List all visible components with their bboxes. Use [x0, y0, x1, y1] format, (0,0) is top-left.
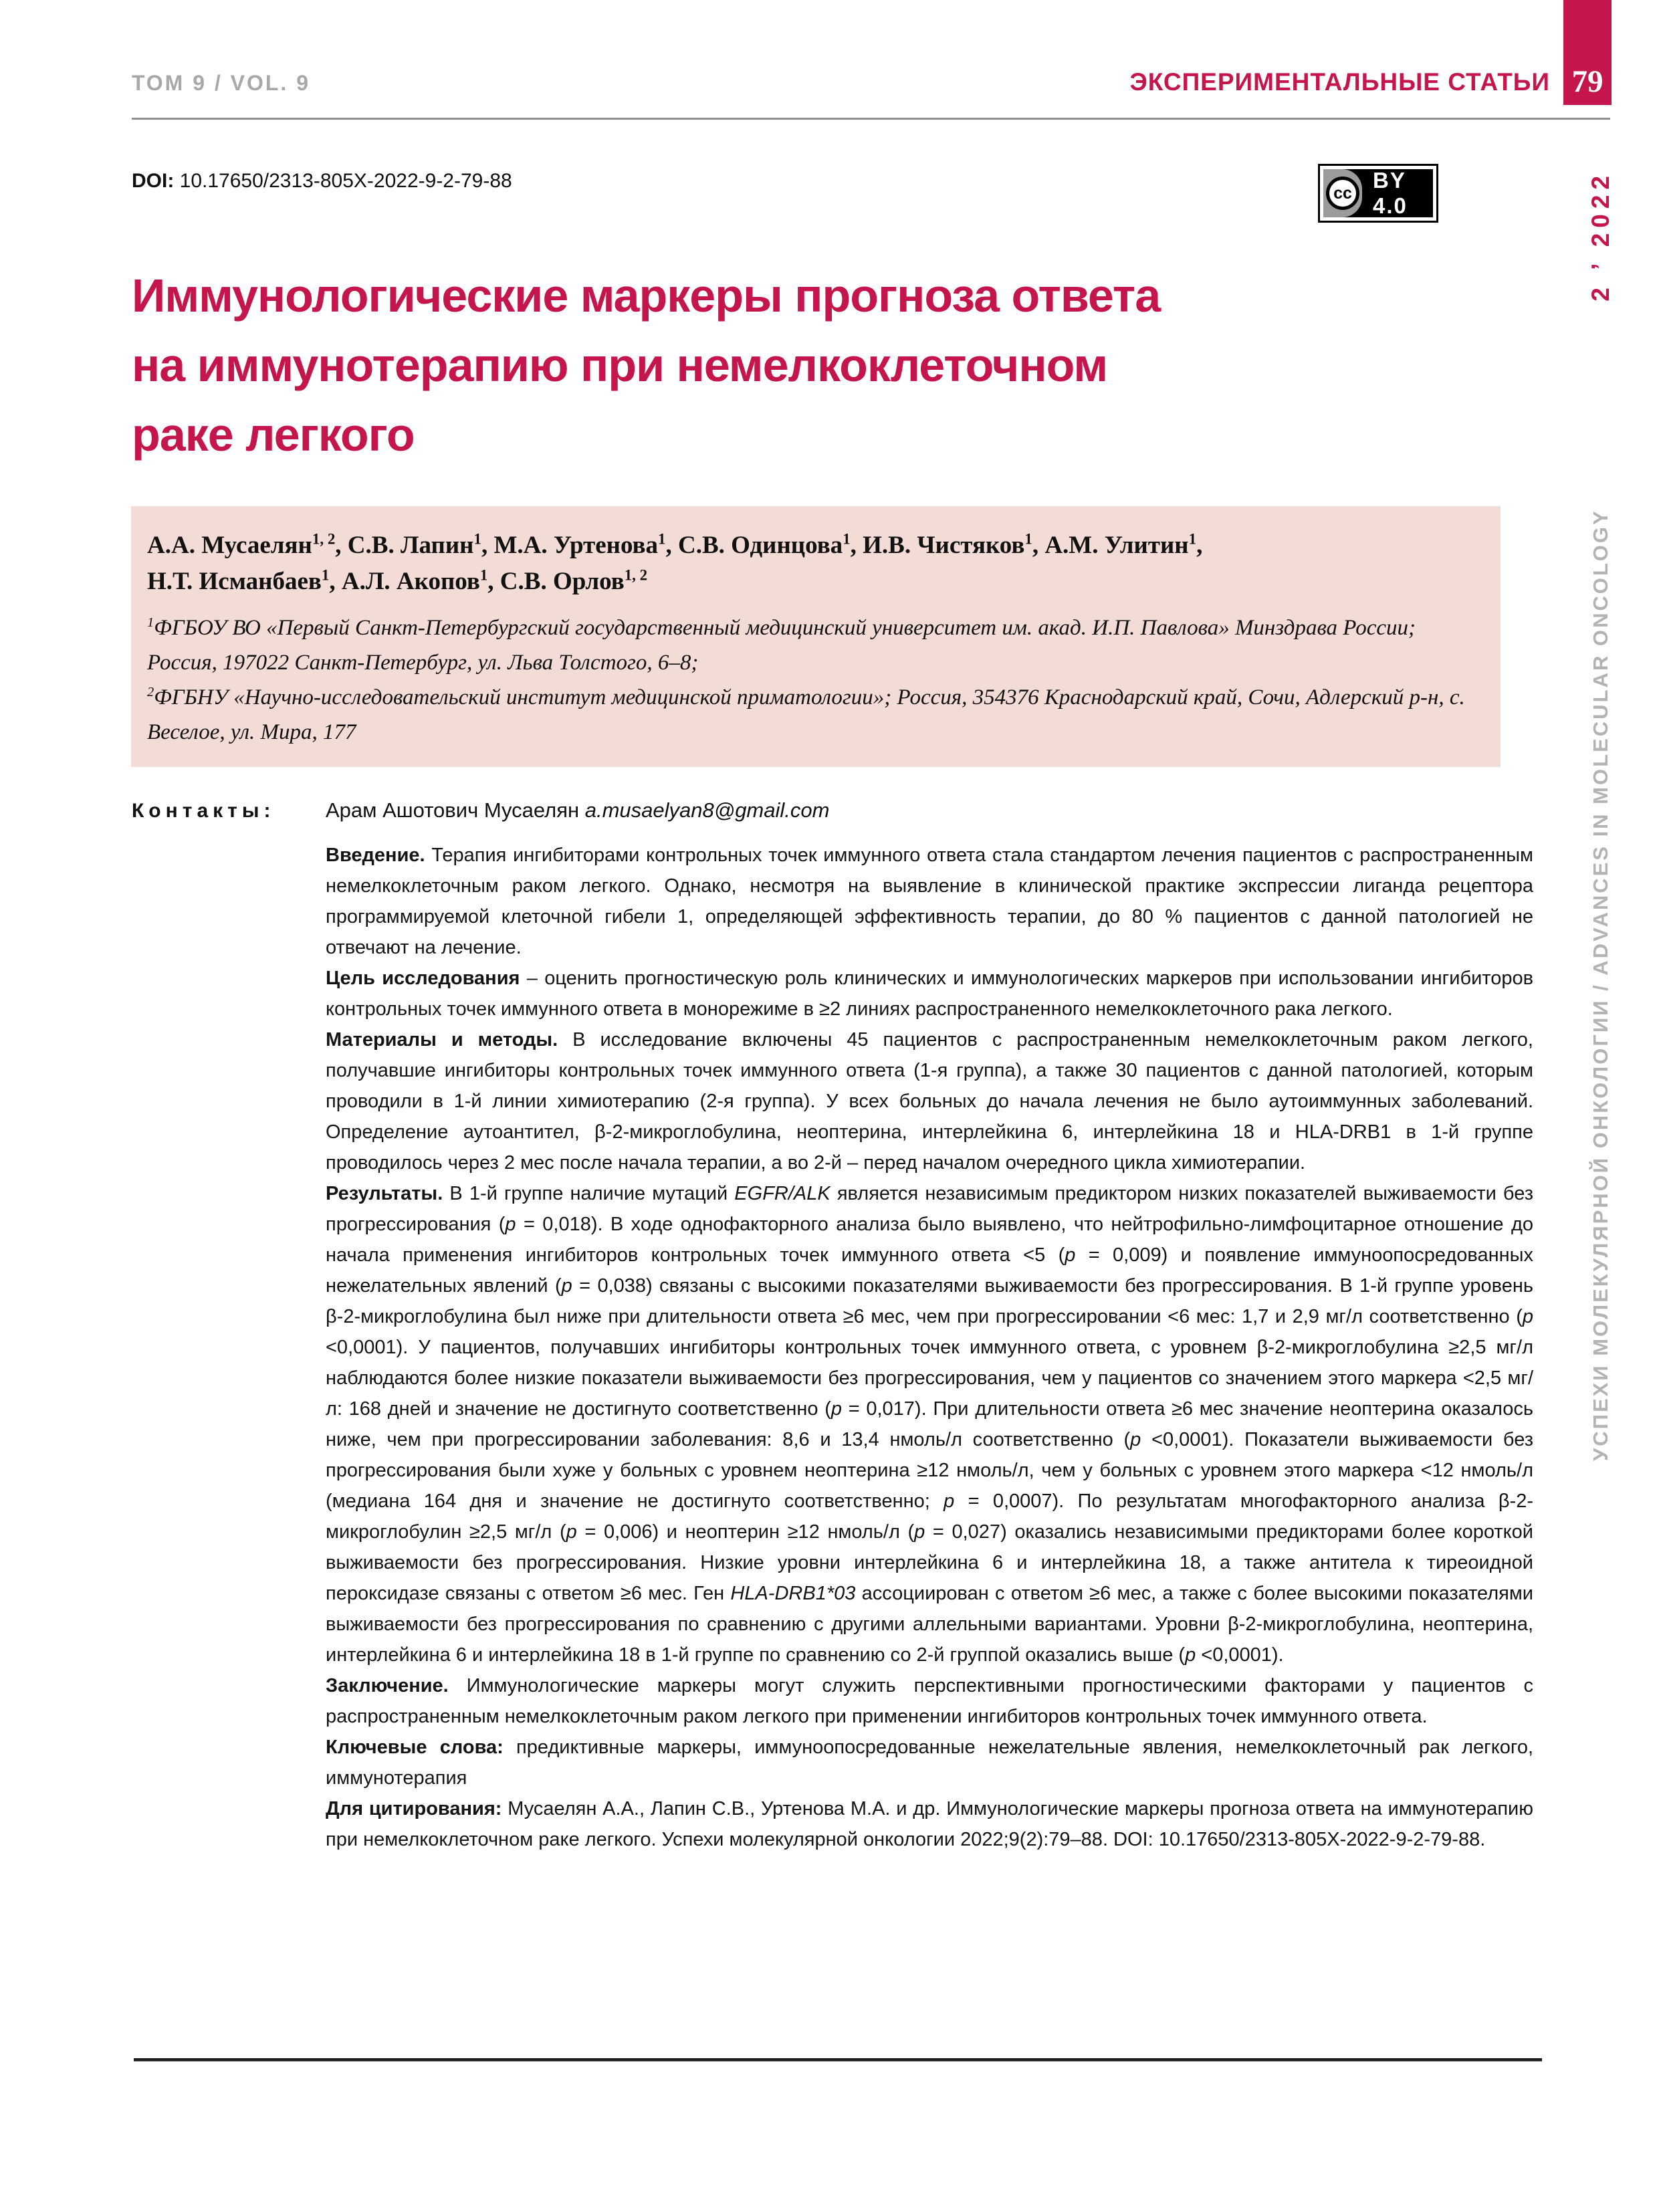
affiliation-1: $^1$ФГБОУ ВО «Первый Санкт-Петербургский государственный медицинский университет им. акад. И.П. Павлова» Минздрава России; Россия, 197022 Санкт-Петербург, ул. Льва Толстого, 6–8;	[147, 615, 1416, 675]
page-number: 79	[1571, 64, 1603, 99]
article-title	[132, 261, 1469, 469]
abstract-paragraph-conclusion: Заключение. Иммунологические маркеры могут служить перспективными прогностическими факторами у пациентов с распространенным немелкоклеточным раком легкого при применении ингибиторов контрольных точек иммунного ответа.	[326, 1675, 1533, 1727]
citation-paragraph: Для цитирования: Мусаелян А.А., Лапин С.В., Уртенова М.А. и др. Иммунологические маркеры прогноза ответа на иммунотерапию при немелкоклеточном раке легкого. Успехи молекулярной онкологии 2022;9(2):79–88. DOI: 10.17650/2313-805X-2022-9-2-79-88.	[326, 1798, 1533, 1850]
header-rule	[132, 118, 1610, 120]
abstract-paragraph-materials: Материалы и методы. В исследование включены 45 пациентов с распространенным немелкоклеточным раком легкого, получавшие ингибиторы контрольных точек иммунного ответа (1-я группа), а также 30 пациентов с данной патологией, которым проводили в 1-й линии химиотерапию (2-я группа). У всех больных до начала лечения не было аутоиммунных заболеваний. Определение аутоантител, β-2-микроглобулина, неоптерина, интерлейкина 6, интерлейкина 18 и HLA-DRB1 в 1-й группе проводилось через 2 мес после начала терапии, а во 2-й – перед началом очередного цикла химиотерапии.	[326, 1029, 1533, 1174]
authors-affiliations-box	[131, 506, 1501, 767]
authors-line: А.А. Мусаелян$^{1, 2}$, С.В. Лапин$^1$, М.А. Уртенова$^1$, С.В. Одинцова$^1$, И.В. Чистяков$^1$, А.М. Улитин$^1$, Н.Т. Исманбаев$^1$, А.Л. Акопов$^1$, С.В. Орлов$^{1, 2}$	[147, 530, 1203, 595]
title-line-1: Иммунологические маркеры прогноза ответа	[132, 269, 1161, 322]
bottom-rule	[134, 2058, 1542, 2062]
abstract-paragraph-results: Результаты. В 1-й группе наличие мутаций EGFR/ALK является независимым предиктором низких показателей выживаемости без прогрессирования (p = 0,018). В ходе однофакторного анализа было выявлено, что нейтрофильно-лимфоцитарное отношение до начала применения ингибиторов контрольных точек иммунного ответа <5 (p = 0,009) и появление иммуноопосредованных нежелательных явлений (p = 0,038) связаны с высокими показателями выживаемости без прогрессирования. В 1-й группе уровень β-2-микроглобулина был ниже при длительности ответа ≥6 мес, чем при прогрессировании <6 мес: 1,7 и 2,9 мг/л соответственно (p <0,0001). У пациентов, получавших ингибиторы контрольных точек иммунного ответа, с уровнем β-2-микроглобулина ≥2,5 мг/л наблюдаются более низкие показатели выживаемости без прогрессирования, чем у пациентов со значением этого маркера <2,5 мг/л: 168 дней и значение не достигнуто соответственно (p = 0,017). При длительности ответа ≥6 мес значение неоптерина оказалось ниже, чем при прогрессировании заболевания: 8,6 и 13,4 нмоль/л соответственно (p <0,0001). Показатели выживаемости без прогрессирования были хуже у больных с уровнем неоптерина ≥12 нмоль/л, чем у больных с уровнем этого маркера <12 нмоль/л (медиана 164 дня и значение не достигнуто соответственно; p = 0,0007). По результатам многофакторного анализа β-2-микроглобулин ≥2,5 мг/л (p = 0,006) и неоптерин ≥12 нмоль/л (p = 0,027) оказались независимыми предикторами более короткой выживаемости без прогрессирования. Низкие уровни интерлейкина 6 и интерлейкина 18, а также антитела к тиреоидной пероксидазе связаны с ответом ≥6 мес. Ген HLA-DRB1*03 ассоциирован с ответом ≥6 мес, а также с более высокими показателями выживаемости без прогрессирования по сравнению с другими аллельными вариантами. Уровни β-2-микроглобулина, неоптерина, интерлейкина 6 и интерлейкина 18 в 1-й группе по сравнению со 2-й группой оказались выше (p <0,0001).	[326, 1183, 1534, 1666]
abstract-paragraph-aim: Цель исследования – оценить прогностическую роль клинических и иммунологических маркеров при использовании ингибиторов контрольных точек иммунного ответа в монорежиме в ≥2 линиях распространенного немелкоклеточного рака легкого.	[326, 968, 1534, 1020]
cc-by-badge	[1320, 166, 1436, 221]
contacts-value	[326, 798, 829, 822]
doi-label: DOI:	[132, 170, 175, 192]
volume-label: ТОМ 9 / VOL. 9	[132, 71, 311, 95]
abstract-paragraph-introduction: Введение. Терапия ингибиторами контрольных точек иммунного ответа стала стандартом лечения пациентов с распространенным немелкоклеточным раком легкого. Однако, несмотря на выявление в клинической практике экспрессии лиганда рецептора программируемой клеточной гибели 1, определяющей эффективность терапии, до 80 % пациентов с данной патологией не отвечают на лечение.	[326, 845, 1533, 958]
page-number-box	[1563, 0, 1612, 105]
contact-email[interactable]: a.musaelyan8@gmail.com	[584, 798, 830, 822]
cc-badge-label: BY 4.0	[1373, 168, 1408, 218]
doi-value: 10.17650/2313-805X-2022-9-2-79-88	[174, 170, 512, 192]
sidebar-journal-strip	[1586, 171, 1616, 1461]
contacts-label: Контакты:	[132, 800, 275, 822]
creative-commons-icon: cc	[1326, 177, 1359, 210]
title-line-2: на иммунотерапию при немелкоклеточном	[132, 339, 1108, 391]
sidebar-issue-number: 2 ’ 2022	[1587, 171, 1614, 302]
contact-name: Арам Ашотович Мусаелян	[326, 798, 585, 822]
sidebar-journal-names: УСПЕХИ МОЛЕКУЛЯРНОЙ ОНКОЛОГИИ / ADVANCES IN MOLECULAR ONCOLOGY	[1589, 509, 1612, 1461]
cc-icon-backdrop	[1323, 169, 1362, 217]
abstract	[326, 840, 1533, 1855]
section-label: ЭКСПЕРИМЕНТАЛЬНЫЕ СТАТЬИ	[1129, 68, 1550, 96]
doi-line	[132, 170, 512, 193]
keywords-paragraph: Ключевые слова: предиктивные маркеры, иммуноопосредованные нежелательные явления, немелкоклеточный рак легкого, иммунотерапия	[326, 1737, 1533, 1789]
title-line-3: раке легкого	[132, 409, 415, 461]
affiliation-2: $^2$ФГБНУ «Научно-исследовательский институт медицинской приматологии»; Россия, 354376 Краснодарский край, Сочи, Адлерский р-н, с. Веселое, ул. Мира, 177	[147, 685, 1465, 744]
